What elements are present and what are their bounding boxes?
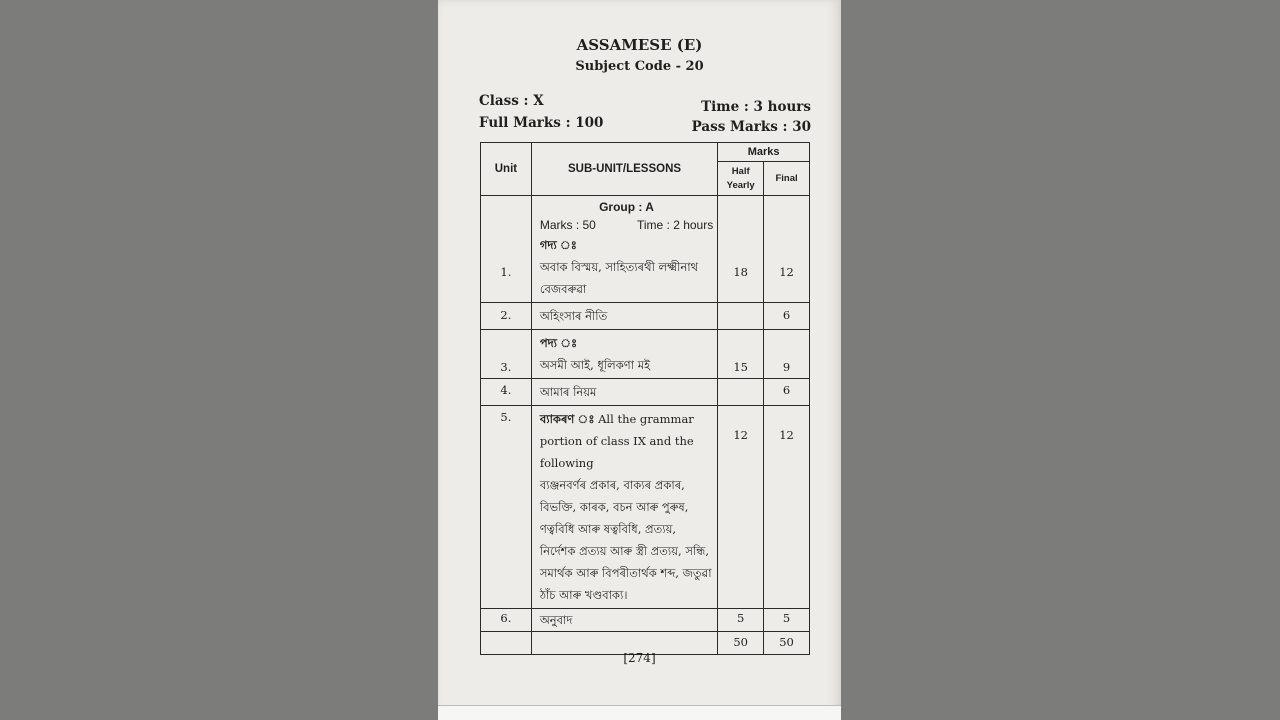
section-label: ব্যাকৰণ ঃ <box>539 412 595 426</box>
full-marks-label: Full Marks : 100 <box>479 115 604 131</box>
lesson-text: অহিংসাৰ নীতি <box>531 303 717 330</box>
lesson-text-en: All the grammar portion of class IX and the following <box>539 412 694 470</box>
pass-marks-label: Pass Marks : 30 <box>691 119 811 135</box>
header-marks: Marks <box>718 143 810 162</box>
group-meta <box>540 216 713 234</box>
header-half-yearly <box>718 162 764 196</box>
subject-code: Subject Code - 20 <box>575 59 704 74</box>
section-label: গদ্য ঃ <box>539 238 577 252</box>
lesson-cell <box>531 406 717 609</box>
table-row <box>481 330 810 379</box>
unit-number: 4. <box>481 379 532 406</box>
lesson-text: ব্যঞ্জনবৰ্ণৰ প্ৰকাৰ, বাক্যৰ প্ৰকাৰ, বিভক্তি, কাৰক, বচন আৰু পুৰুষ, ণত্ববিধি আৰু ষত্ববিধি, প্ৰত্যয়, নিৰ্দেশক প্ৰত্যয় আৰু স্ত্ৰী প্ৰত্যয়, সন্ধি, সমাৰ্থক আৰু বিপৰীতাৰ্থক শব্দ, জতুৱা ঠাঁচ আৰু খণ্ডবাক্য। <box>539 478 712 602</box>
syllabus-table <box>480 142 810 655</box>
half-yearly-total: 50 <box>718 632 764 655</box>
time-label: Time : 3 hours <box>701 99 811 115</box>
final-mark: 5 <box>764 609 810 632</box>
final-mark: 12 <box>764 196 810 303</box>
header-half-yearly-line2: Yearly <box>726 179 755 191</box>
lesson-text: অনুবাদ <box>531 609 717 632</box>
final-mark: 12 <box>764 406 810 609</box>
final-total: 50 <box>764 632 810 655</box>
next-page-edge <box>438 705 841 720</box>
unit-number: 5. <box>481 406 532 609</box>
document-page <box>438 0 841 720</box>
final-mark: 6 <box>764 379 810 406</box>
lesson-cell <box>531 196 717 303</box>
header-half-yearly-line1: Half <box>731 165 750 177</box>
class-label: Class : X <box>479 93 544 109</box>
lesson-text: অসমী আই, ধূলিকণা মই <box>539 358 651 372</box>
table-row <box>481 379 810 406</box>
table-row <box>481 406 810 609</box>
half-yearly-mark <box>718 379 764 406</box>
section-label: পদ্য ঃ <box>539 336 578 350</box>
half-yearly-mark <box>718 303 764 330</box>
half-yearly-mark: 18 <box>718 196 764 303</box>
header-final: Final <box>764 162 810 196</box>
final-mark: 9 <box>764 330 810 379</box>
grammar-intro <box>540 408 713 474</box>
group-marks: Marks : 50 <box>539 218 596 232</box>
page-number: [274] <box>623 651 656 665</box>
table-row <box>481 609 810 632</box>
unit-number: 6. <box>481 609 532 632</box>
group-title: Group : A <box>599 200 654 214</box>
lesson-cell <box>531 330 717 379</box>
half-yearly-mark: 5 <box>718 609 764 632</box>
table-row <box>481 303 810 330</box>
table-header-row <box>481 143 810 162</box>
unit-number: 2. <box>481 303 532 330</box>
lesson-text: অবাক বিস্ময়, সাহিত্যৰথী লক্ষ্মীনাথ বেজবৰুৱা <box>539 260 699 296</box>
header-unit: Unit <box>481 143 532 196</box>
final-mark: 6 <box>764 303 810 330</box>
unit-number: 1. <box>481 196 532 303</box>
group-time: Time : 2 hours <box>636 218 714 232</box>
half-yearly-mark: 15 <box>718 330 764 379</box>
table-row <box>481 196 810 303</box>
half-yearly-mark: 12 <box>718 406 764 609</box>
header-sub-unit: SUB-UNIT/LESSONS <box>531 143 717 196</box>
unit-number: 3. <box>481 330 532 379</box>
document-title: ASSAMESE (E) <box>576 36 703 54</box>
lesson-text: আমাৰ নিয়ম <box>531 379 717 406</box>
